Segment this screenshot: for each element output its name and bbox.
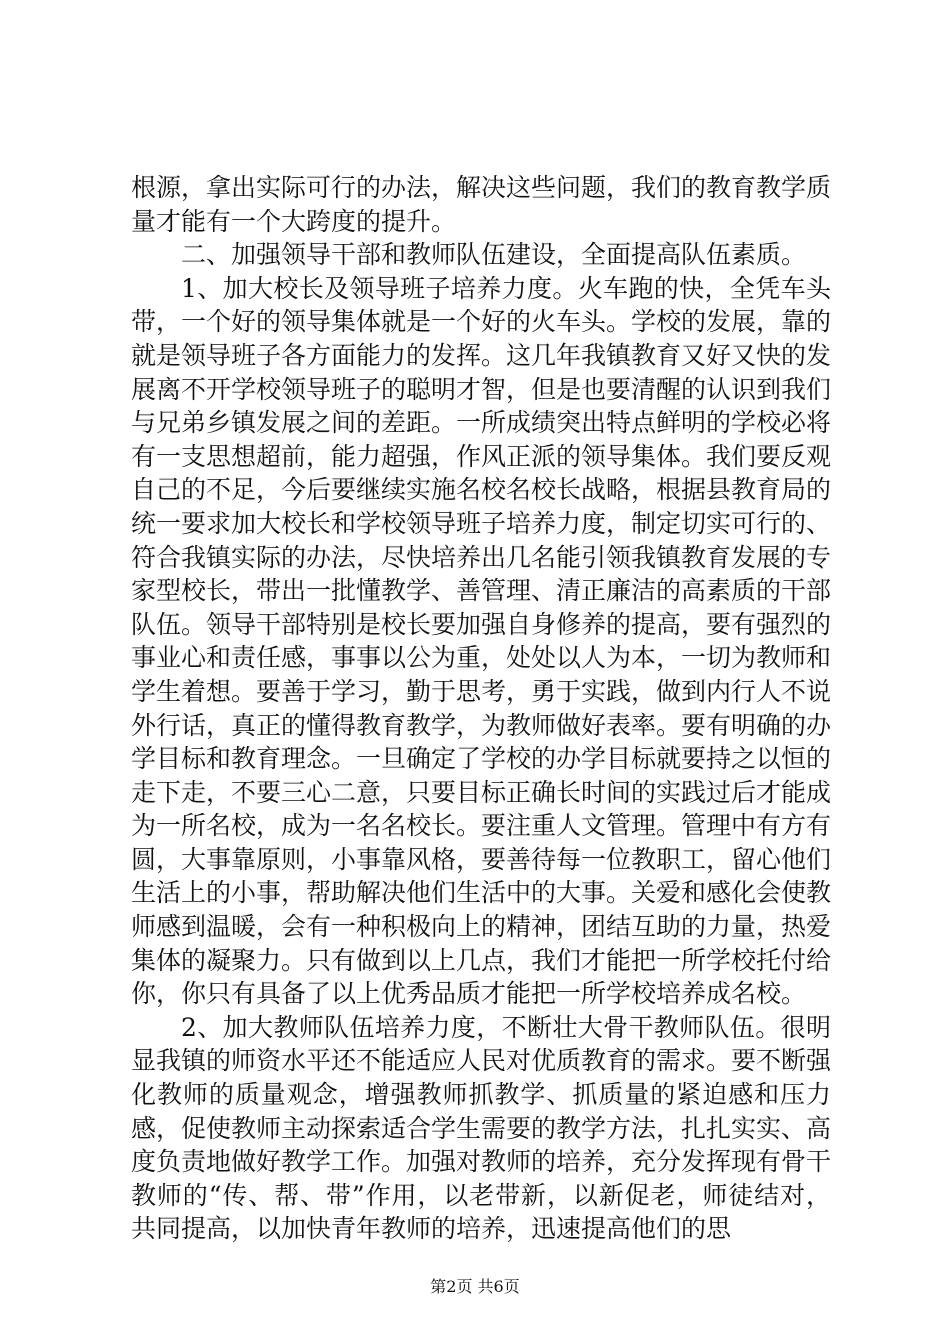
- page-number-footer: 第2页 共6页: [430, 1277, 520, 1296]
- section-heading: 二、加强领导干部和教师队伍建设，全面提高队伍素质。: [181, 240, 807, 270]
- paragraph-teacher-training: 2、加大教师队伍培养力度，不断壮大骨干教师队伍。很明显我镇的师资水平还不能适应人民对优质教育的需求。要不断强化教师的质量观念，增强教师抓教学、抓质量的紧迫感和压力感，促使教师主动探索适合学生需要的教学方法，扎扎实实、高度负责地做好教学工作。加强对教师的培养，充分发挥现有骨干教师的“传、帮、带”作用，以老带新，以新促老，师徒结对，共同提高，以加快青年教师的培养，迅速提高他们的思: [131, 1012, 832, 1244]
- document-body: [131, 171, 831, 1246]
- paragraph-continuation: 根源，拿出实际可行的办法，解决这些问题，我们的教育教学质量才能有一个大跨度的提升。: [131, 173, 832, 236]
- paragraph-principal-training: 1、加大校长及领导班子培养力度。火车跑的快，全凭车头带，一个好的领导集体就是一个好的火车头。学校的发展，靠的就是领导班子各方面能力的发挥。这几年我镇教育又好又快的发展离不开学校领导班子的聪明才智，但是也要清醒的认识到我们与兄弟乡镇发展之间的差距。一所成绩突出特点鲜明的学校必将有一支思想超前，能力超强，作风正派的领导集体。我们要反观自己的不足，今后要继续实施名校名校长战略，根据县教育局的统一要求加大校长和学校领导班子培养力度，制定切实可行的、符合我镇实际的办法，尽快培养出几名能引领我镇教育发展的专家型校长，带出一批懂教学、善管理、清正廉洁的高素质的干部队伍。领导干部特别是校长要加强自身修养的提高，要有强烈的事业心和责任感，事事以公为重，处处以人为本，一切为教师和学生着想。要善于学习，勤于思考，勇于实践，做到内行人不说外行话，真正的懂得教育教学，为教师做好表率。要有明确的办学目标和教育理念。一旦确定了学校的办学目标就要持之以恒的走下走，不要三心二意，只要目标正确长时间的实践过后才能成为一所名校，成为一名名校长。要注重人文管理。管理中有方有圆，大事靠原则，小事靠风格，要善待每一位教职工，留心他们生活上的小事，帮助解决他们生活中的大事。关爱和感化会使教师感到温暖，会有一种积极向上的精神，团结互助的力量，热爱集体的凝聚力。只有做到以上几点，我们才能把一所学校托付给你，你只有具备了以上优秀品质才能把一所学校培养成名校。: [131, 273, 832, 1009]
